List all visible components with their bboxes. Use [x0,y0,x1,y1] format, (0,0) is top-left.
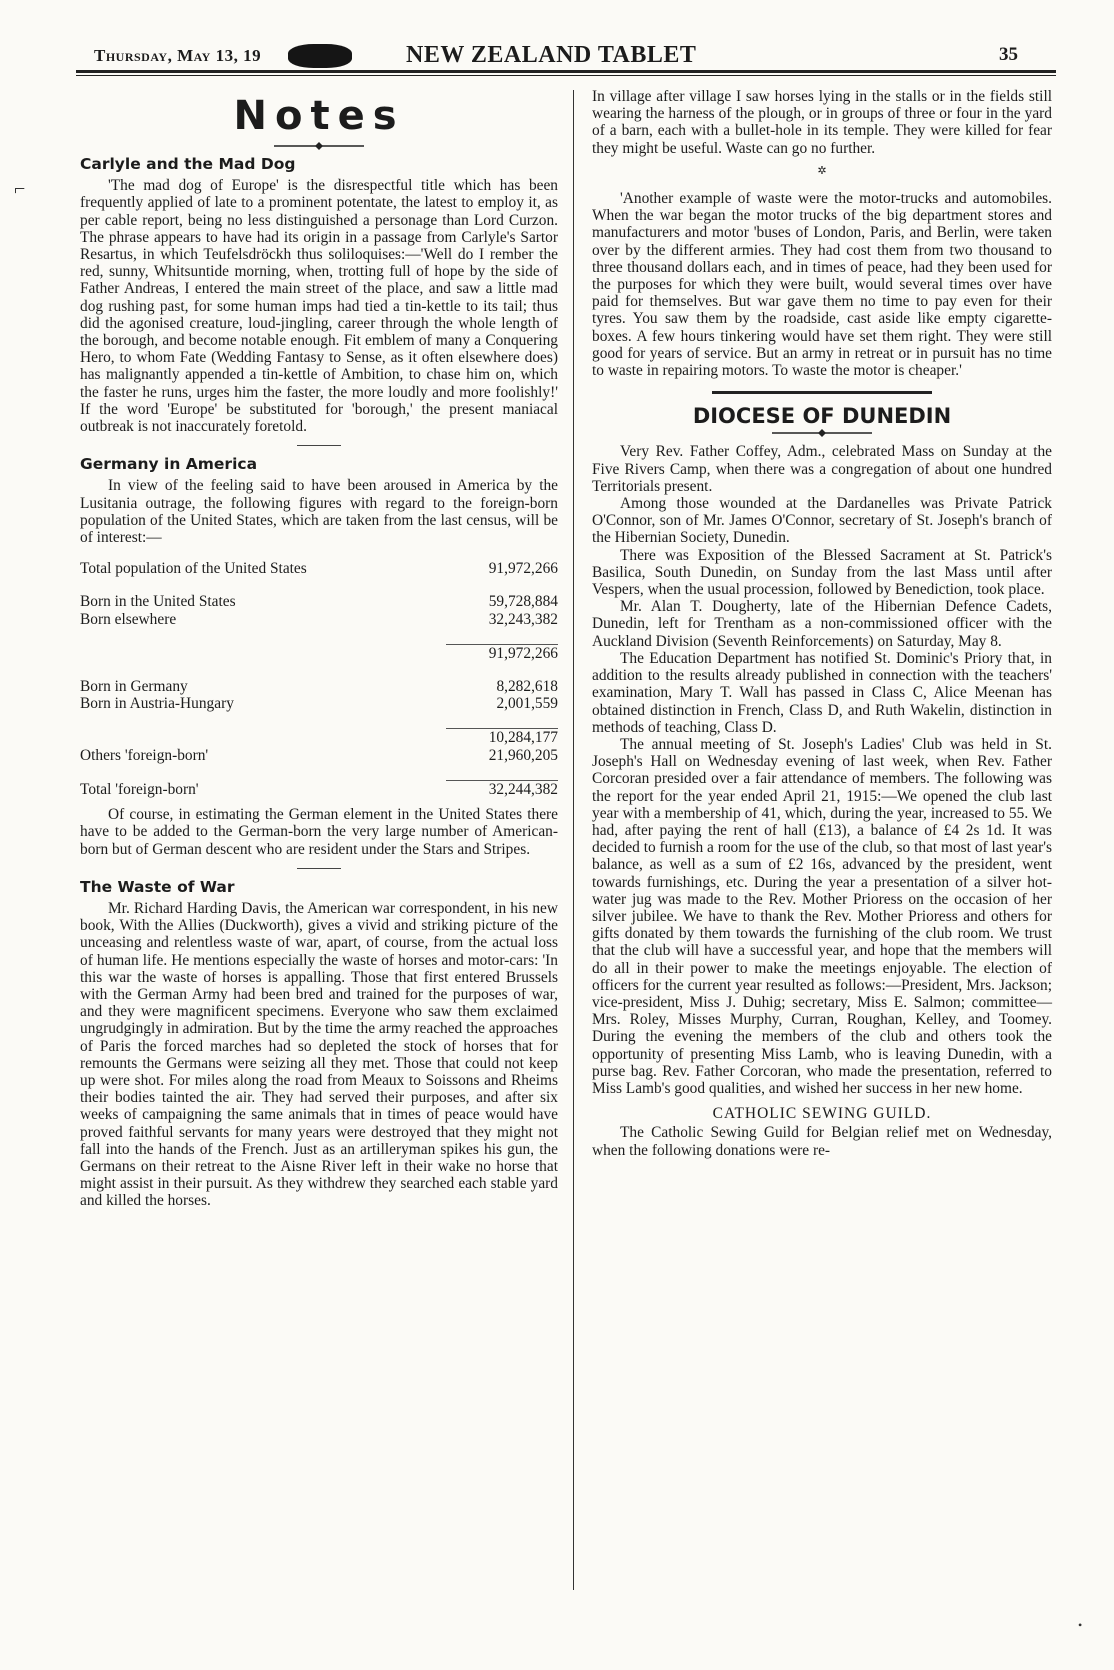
row-label: Total population of the United States [80,560,307,578]
margin-mark: • [1078,1618,1083,1632]
row-label [80,644,446,662]
article-paragraph: 'The mad dog of Europe' is the disrespectful title which has been frequently applied of late to a prominent potentate, the latest to employ it, as per cable report, being no less distinguished a personage than Lord Curzon. The phrase appears to have had its origin in a passage from Carlyle's Sartor Resartus, in which Teufelsdröckh thus soliloquises:—'Well do I rember the red, sunny, Whitsuntide morning, when, trotting full of hope by the side of Father Andreas, I entered the main street of the place, and saw a little mad dog rushing past, for some human imps had tied a tin-kettle to its tail; thus did the agonised creature, loud-jingling, career through the whole length of the borough, and become notable enough. Fit emblem of many a Conquering Hero, to whom Fate (Wedding Fantasy to Sense, as it often elsewhere does) has malignantly appended a tin-kettle of Ambition, to chase him on, which the faster he runs, urges him the faster, the more loudly and more foolishly!' If the word 'Europe' be substituted for 'borough,' the present maniacal outbreak is not inaccurately foretold. [80,177,558,436]
ornament-divider [772,429,872,437]
article-paragraph: In view of the feeling said to have been aroused in America by the Lusitania outrage, the following figures with regard to the foreign-born population of the United States, which are taken from the last census, will be of interest:— [80,477,558,547]
page-number: 35 [999,44,1018,65]
section-heading-germany: Germany in America [80,455,258,474]
section-divider [297,868,341,869]
table-row [80,593,558,610]
notes-title: Notes [233,93,405,139]
table-row [80,644,558,662]
article-paragraph: The Education Department has notified St. Dominic's Priory that, in addition to the results already published in connection with the teachers' examination, Mary T. Wall has passed in Class C, Alice Meenan has obtained distinction in French, Class D, and Ruth Wakelin, distinction in methods of teaching, Class D. [592,649,1052,736]
row-label: Born in the United States [80,593,236,611]
article-paragraph: Mr. Richard Harding Davis, the American war correspondent, in his new book, With the Allies (Duckworth), gives a vivid and striking picture of the unceasing and relentless waste of war, apart, of course, from the actual loss of human life. He mentions especially the waste of horses and motor-cars: 'In this war the waste of horses is appalling. Those that first entered Brussels with the German Army had been bred and trained for the purposes of war, and they were magnificent specimens. Everyone who saw them exclaimed ungrudgingly in admiration. But by the time the army reached the approaches of Paris the forced marches had so depleted the stock of horses that for remounts the Germans were seizing all they met. Those that could not keep up were shot. For miles along the road from Meaux to Soissons and Rheims their bodies tainted the air. They had served their purposes, and after six weeks of campaigning the same animals that in times of peace would have proved faithful servants for many years were destroyed that they might not fall into the hands of the French. Just as an artilleryman spikes his gun, the Germans on their retreat to the Aisne River left in their wake no horse that might assist in their pursuit. As they withdrew they searched each stable yard and killed the horses. [80,899,558,1210]
asterisk-divider: ✲ [817,164,827,177]
article-paragraph: There was Exposition of the Blessed Sacrament at St. Patrick's Basilica, South Dunedin, on Sunday from the last Mass until after Vespers, when the usual procession, followed by Benediction, took place. [592,546,1052,599]
section-rule [712,391,932,394]
header-rule [76,70,1056,73]
table-row [80,780,558,798]
row-value: 2,001,559 [496,695,558,713]
table-row [80,560,558,577]
row-label: Others 'foreign-born' [80,746,209,764]
ink-blot [288,44,352,68]
page-header [76,42,1042,72]
table-row [80,695,558,712]
article-paragraph: The Catholic Sewing Guild for Belgian relief met on Wednesday, when the following donations were re- [592,1124,1052,1159]
publication-title: NEW ZEALAND TABLET [406,42,697,68]
row-value: 32,243,382 [488,610,558,628]
table-row [80,678,558,695]
row-value: 59,728,884 [488,593,558,611]
table-row [80,611,558,628]
diocese-heading: DIOCESE OF DUNEDIN [692,404,952,429]
margin-mark: ⌐ [14,178,26,200]
right-column [592,88,1052,1159]
row-label: Born elsewhere [80,610,177,628]
census-table [80,560,558,798]
article-paragraph: In village after village I saw horses lying in the stalls or in the fields still wearing the harness of the plough, or in groups of three or four in the yard of a barn, each with a bullet-hole in its temple. They were killed for fear they might be useful. Waste can go no further. [592,88,1052,157]
table-row [80,747,558,764]
column-divider [573,90,574,1590]
section-heading-carlyle: Carlyle and the Mad Dog [80,155,296,173]
row-value: 91,972,266 [446,644,558,662]
row-label: Born in Germany [80,678,188,696]
row-value: 8,282,618 [496,678,558,696]
section-divider [297,445,341,446]
section-heading-waste: The Waste of War [80,877,235,896]
guild-heading: CATHOLIC SEWING GUILD. [712,1105,932,1123]
issue-date: Thursday, May 13, 19 [94,46,262,65]
article-paragraph: 'Another example of waste were the motor-trucks and automobiles. When the war began the motor trucks of the big department stores and manufacturers and motor 'buses of London, Paris, and Berlin, were taken over by the different armies. They had cost them from two thousand to three thousand dollars each, and in times of peace, had they been used for the purposes for which they were built, would several times over have paid for themselves. But war gave them no time to pay even for their tyres. You saw them by the roadside, cast aside like empty cigarette-boxes. A few hours tinkering would have set them right. They were still good for years of service. But an army in retreat or in pursuit has no time to waste in repairing motors. To waste the motor is cheaper.' [592,190,1052,380]
ornament-divider [274,142,364,150]
row-value: 21,960,205 [488,746,558,764]
article-paragraph: Very Rev. Father Coffey, Adm., celebrated Mass on Sunday at the Five Rivers Camp, when there was a congregation of about one hundred Territorials present. [592,443,1052,495]
article-paragraph: Among those wounded at the Dardanelles was Private Patrick O'Connor, son of Mr. James O'Connor, secretary of St. Joseph's branch of the Hibernian Society, Dunedin. [592,495,1052,547]
row-label [80,729,446,747]
table-row [80,729,558,747]
row-value: 91,972,266 [488,560,558,578]
row-label: Total 'foreign-born' [80,780,199,798]
left-column [80,88,558,1210]
article-paragraph: Mr. Alan T. Dougherty, late of the Hibernian Defence Cadets, Dunedin, left for Trentham as a non-commissioned officer with the Auckland Division (Seventh Reinforcements) on Saturday, May 8. [592,598,1052,650]
article-paragraph: The annual meeting of St. Joseph's Ladies' Club was held in St. Joseph's Hall on Wednesday evening of last week, when Rev. Father Corcoran presided over a fair attendance of members. The following was the report for the year ended April 21, 1915:—We opened the club last year with a membership of 41, which, during the year, increased to 55. We had, after paying the rent of hall (£13), a balance of £4 2s 1d. It was decided to furnish a room for the use of the club, so that most of last year's balance, as well as a sum of £2 16s, advanced by the president, went towards furnishings, etc. During the year a presentation of a silver hot-water jug was made to the Rev. Mother Prioress on the occasion of her silver jubilee. We have to thank the Rev. Mother Prioress and others for gifts donated by them towards the furnishing of the club room. We trust that the club will have a successful year, and hope that the members will do all in their power to make the meetings enjoyable. The election of officers for the current year resulted as follows:—President, Mrs. Jackson; vice-president, Miss J. Duhig; secretary, Miss E. Salmon; committee—Mrs. Roley, Misses Murphy, Curran, Roughan, Kelley, and Toomey. During the evening the members of the club and others took the opportunity of presenting Miss Lamb, who is leaving Dunedin, with a purse bag. Rev. Father Corcoran, who made the presentation, referred to Miss Lamb's good qualities, and wished her success in her new home. [592,735,1052,1097]
row-value: 10,284,177 [446,729,558,747]
row-label: Born in Austria-Hungary [80,695,234,713]
article-paragraph: Of course, in estimating the German element in the United States there have to be added to the German-born the very large number of American-born but of German descent who are resident under the Stars and Stripes. [80,806,558,858]
row-value: 32,244,382 [446,780,558,798]
header-rule-thin [76,75,1056,76]
